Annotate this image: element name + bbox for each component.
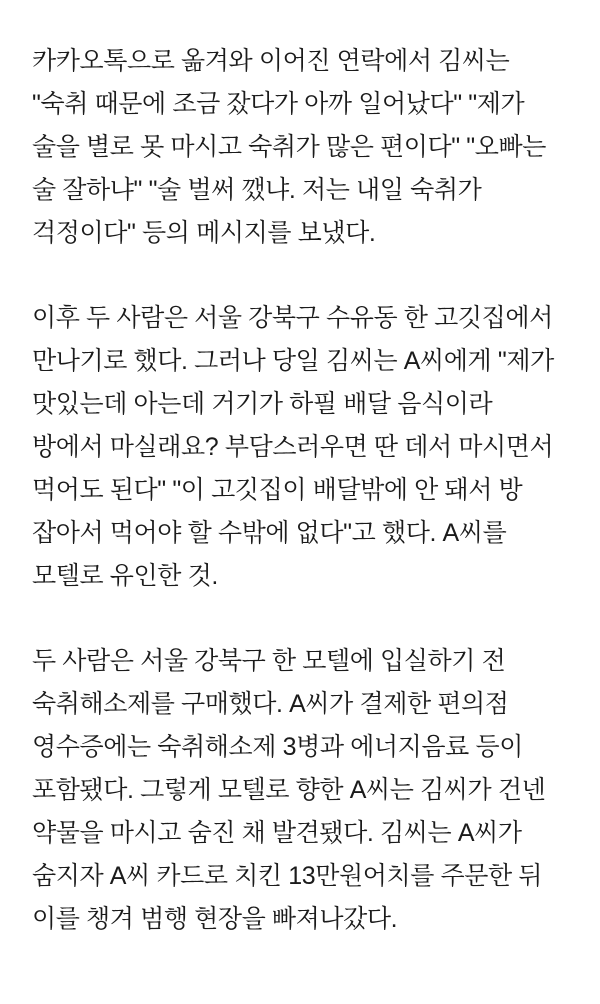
article-paragraph-1: 카카오톡으로 옮겨와 이어진 연락에서 김씨는 "숙취 때문에 조금 잤다가 아까 일어났다" "제가 술을 별로 못 마시고 숙취가 많은 편이다" "오빠는 술 잘하냐" "술 벌써 깼냐. 저는 내일 숙취가 걱정이다" 등의 메시지를 보냈다. (32, 47, 547, 247)
article-paragraph-2: 이후 두 사람은 서울 강북구 수유동 한 고깃집에서 만나기로 했다. 그러나 당일 김씨는 A씨에게 "제가 맛있는데 아는데 거기가 하필 배달 음식이라 방에서 마실래요? 부담스러우면 딴 데서 마시면서 먹어도 된다" "이 고깃집이 배달밖에 안 돼서 방 잡아서 먹어야 할 수밖에 없다"고 했다. A씨를 모텔로 유인한 것. (32, 304, 554, 590)
article-paragraph-3: 두 사람은 서울 강북구 한 모텔에 입실하기 전 숙취해소제를 구매했다. A씨가 결제한 편의점 영수증에는 숙취해소제 3병과 에너지음료 등이 포함됐다. 그렇게 모텔로 향한 A씨는 김씨가 건넨 약물을 마시고 숨진 채 발견됐다. 김씨는 A씨가 숨지자 A씨 카드로 치킨 13만원어치를 주문한 뒤 이를 챙겨 범행 현장을 빠져나갔다. (32, 647, 546, 933)
